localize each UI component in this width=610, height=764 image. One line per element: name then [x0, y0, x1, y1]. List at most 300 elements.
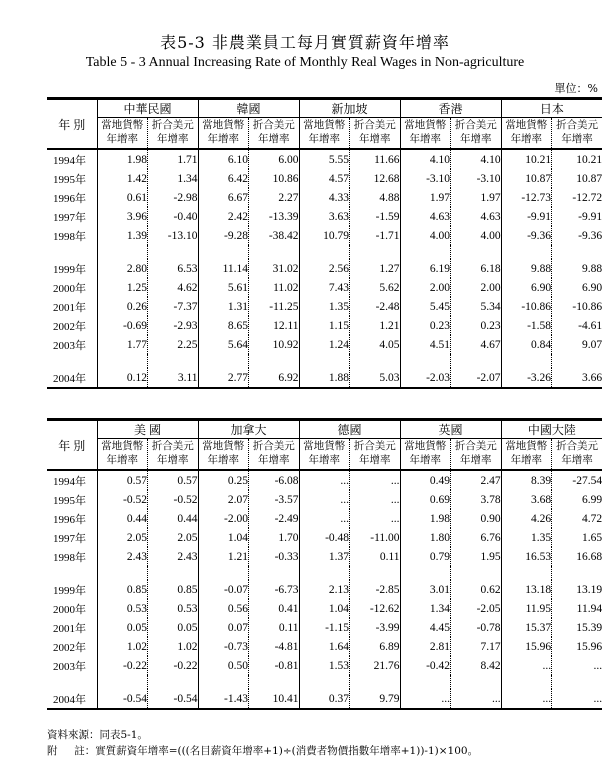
country-header: 香港 — [400, 99, 501, 118]
value-cell: 1.27 — [350, 259, 401, 278]
table-row — [47, 580, 602, 599]
value-cell: 1.77 — [97, 335, 148, 354]
table-row — [47, 470, 602, 490]
value-cell: 10.92 — [249, 335, 300, 354]
value-cell: 6.00 — [249, 149, 300, 169]
value-cell: 7.43 — [299, 278, 350, 297]
value-cell: 6.42 — [198, 169, 249, 188]
value-cell: -2.98 — [148, 188, 199, 207]
value-cell: 5.55 — [299, 149, 350, 169]
value-cell: 8.65 — [198, 316, 249, 335]
value-cell: -13.39 — [249, 207, 300, 226]
value-cell: 0.05 — [97, 618, 148, 637]
value-cell: 4.10 — [451, 149, 502, 169]
year-header: 年 別 — [47, 420, 97, 471]
country-header: 中華民國 — [97, 99, 198, 118]
value-cell: -0.52 — [148, 490, 199, 509]
country-header: 英國 — [400, 420, 501, 439]
value-cell: 15.96 — [501, 637, 552, 656]
year-cell: 1997年 — [53, 532, 86, 545]
value-cell: 6.18 — [451, 259, 502, 278]
year-cell: 1995年 — [53, 173, 86, 186]
value-cell: 1.04 — [198, 528, 249, 547]
value-cell: -4.61 — [552, 316, 603, 335]
wage-table-upper — [47, 97, 602, 389]
year-cell: 2004年 — [47, 689, 97, 709]
value-cell: 4.72 — [552, 509, 603, 528]
table-row — [47, 689, 602, 709]
value-cell: ... — [552, 656, 603, 675]
year-cell: 2002年 — [53, 641, 86, 654]
value-cell: 3.78 — [451, 490, 502, 509]
value-cell: 4.10 — [400, 149, 451, 169]
value-cell: -6.73 — [249, 580, 300, 599]
value-cell: 11.66 — [350, 149, 401, 169]
value-cell: 4.51 — [400, 335, 451, 354]
table-row — [47, 149, 602, 169]
local-currency-rate-header: 當地貨幣 年增率 — [400, 439, 451, 471]
year-cell: 2000年 — [53, 282, 86, 295]
usd-rate-header: 折合美元 年增率 — [148, 439, 199, 471]
value-cell: 2.80 — [97, 259, 148, 278]
local-currency-rate-header: 當地貨幣 年增率 — [97, 118, 148, 150]
value-cell: 5.34 — [451, 297, 502, 316]
unit-label: 單位：% — [554, 82, 598, 95]
usd-rate-header: 折合美元 年增率 — [148, 118, 199, 150]
value-cell: -9.91 — [501, 207, 552, 226]
value-cell: ... — [400, 689, 451, 709]
local-currency-rate-header: 當地貨幣 年增率 — [400, 118, 451, 150]
value-cell: 6.89 — [350, 637, 401, 656]
value-cell: -0.69 — [97, 316, 148, 335]
usd-rate-header: 折合美元 年增率 — [350, 439, 401, 471]
value-cell: -0.07 — [198, 580, 249, 599]
value-cell: -11.00 — [350, 528, 401, 547]
value-cell: 10.87 — [501, 169, 552, 188]
value-cell: -2.07 — [451, 368, 502, 388]
value-cell: -10.86 — [501, 297, 552, 316]
value-cell: -0.42 — [400, 656, 451, 675]
value-cell: 1.97 — [451, 188, 502, 207]
country-header: 新加坡 — [299, 99, 400, 118]
year-cell: 1995年 — [53, 494, 86, 507]
value-cell: -2.93 — [148, 316, 199, 335]
value-cell: 2.07 — [198, 490, 249, 509]
value-cell: 9.88 — [501, 259, 552, 278]
value-cell: 1.98 — [400, 509, 451, 528]
value-cell: 4.26 — [501, 509, 552, 528]
value-cell: 1.21 — [350, 316, 401, 335]
value-cell: 0.79 — [400, 547, 451, 566]
value-cell: -12.62 — [350, 599, 401, 618]
table-row — [47, 278, 602, 297]
value-cell: -0.81 — [249, 656, 300, 675]
value-cell: 3.96 — [97, 207, 148, 226]
value-cell: 2.43 — [97, 547, 148, 566]
value-cell: 1.35 — [501, 528, 552, 547]
table-row — [47, 618, 602, 637]
value-cell: 4.57 — [299, 169, 350, 188]
value-cell: 0.62 — [451, 580, 502, 599]
value-cell: -1.58 — [501, 316, 552, 335]
table-row — [47, 599, 602, 618]
value-cell: 6.99 — [552, 490, 603, 509]
table-row — [47, 509, 602, 528]
value-cell: 16.53 — [501, 547, 552, 566]
value-cell: ... — [501, 656, 552, 675]
value-cell: 1.04 — [299, 599, 350, 618]
value-cell: 0.25 — [198, 470, 249, 490]
value-cell: -2.85 — [350, 580, 401, 599]
value-cell: 2.47 — [451, 470, 502, 490]
value-cell: -13.10 — [148, 226, 199, 245]
value-cell: 8.42 — [451, 656, 502, 675]
value-cell: 5.61 — [198, 278, 249, 297]
value-cell: 0.07 — [198, 618, 249, 637]
value-cell: 9.07 — [552, 335, 603, 354]
year-cell: 2003年 — [53, 339, 86, 352]
value-cell: 3.01 — [400, 580, 451, 599]
value-cell: -12.72 — [552, 188, 603, 207]
value-cell: ... — [350, 470, 401, 490]
value-cell: -3.57 — [249, 490, 300, 509]
country-header: 日本 — [501, 99, 602, 118]
value-cell: 1.24 — [299, 335, 350, 354]
value-cell: -0.22 — [148, 656, 199, 675]
table-row — [47, 226, 602, 245]
value-cell: -6.08 — [249, 470, 300, 490]
value-cell: 1.31 — [198, 297, 249, 316]
usd-rate-header: 折合美元 年增率 — [552, 439, 603, 471]
value-cell: 0.44 — [97, 509, 148, 528]
value-cell: 6.10 — [198, 149, 249, 169]
value-cell: 0.85 — [97, 580, 148, 599]
table-row — [47, 637, 602, 656]
value-cell: 4.33 — [299, 188, 350, 207]
year-header: 年 別 — [47, 99, 97, 150]
value-cell: -7.37 — [148, 297, 199, 316]
value-cell: -9.36 — [552, 226, 603, 245]
value-cell: 1.02 — [148, 637, 199, 656]
country-header: 加拿大 — [198, 420, 299, 439]
value-cell: 31.02 — [249, 259, 300, 278]
value-cell: 1.97 — [400, 188, 451, 207]
value-cell: 1.98 — [97, 149, 148, 169]
value-cell: 6.67 — [198, 188, 249, 207]
value-cell: ... — [350, 490, 401, 509]
year-cell: 1998年 — [53, 551, 86, 564]
value-cell: 11.94 — [552, 599, 603, 618]
local-currency-rate-header: 當地貨幣 年增率 — [97, 439, 148, 471]
value-cell: 0.53 — [148, 599, 199, 618]
value-cell: 0.23 — [451, 316, 502, 335]
value-cell: 1.53 — [299, 656, 350, 675]
value-cell: ... — [501, 689, 552, 709]
table-row — [47, 528, 602, 547]
table-row — [47, 656, 602, 675]
value-cell: 0.11 — [350, 547, 401, 566]
value-cell: 4.67 — [451, 335, 502, 354]
year-cell: 1994年 — [53, 475, 86, 488]
value-cell: -2.03 — [400, 368, 451, 388]
value-cell: 10.87 — [552, 169, 603, 188]
value-cell: 0.44 — [148, 509, 199, 528]
usd-rate-header: 折合美元 年增率 — [552, 118, 603, 150]
value-cell: 0.90 — [451, 509, 502, 528]
value-cell: 0.41 — [249, 599, 300, 618]
value-cell: ... — [350, 509, 401, 528]
value-cell: 2.42 — [198, 207, 249, 226]
country-header: 中國大陸 — [501, 420, 602, 439]
table-row — [47, 316, 602, 335]
value-cell: 2.43 — [148, 547, 199, 566]
value-cell: 15.37 — [501, 618, 552, 637]
value-cell: -0.40 — [148, 207, 199, 226]
table-row — [47, 368, 602, 388]
value-cell: 10.41 — [249, 689, 300, 709]
value-cell: 9.88 — [552, 259, 603, 278]
value-cell: 5.45 — [400, 297, 451, 316]
table-row — [47, 188, 602, 207]
value-cell: 0.50 — [198, 656, 249, 675]
value-cell: 0.05 — [148, 618, 199, 637]
value-cell: -11.25 — [249, 297, 300, 316]
value-cell: 6.90 — [552, 278, 603, 297]
value-cell: -3.26 — [501, 368, 552, 388]
value-cell: 4.63 — [400, 207, 451, 226]
table-row — [47, 547, 602, 566]
value-cell: 2.25 — [148, 335, 199, 354]
value-cell: 2.00 — [451, 278, 502, 297]
value-cell: 13.19 — [552, 580, 603, 599]
value-cell: 7.17 — [451, 637, 502, 656]
value-cell: -0.33 — [249, 547, 300, 566]
value-cell: 0.49 — [400, 470, 451, 490]
value-cell: 1.21 — [198, 547, 249, 566]
value-cell: -2.00 — [198, 509, 249, 528]
year-cell: 1998年 — [53, 230, 86, 243]
value-cell: 1.95 — [451, 547, 502, 566]
year-cell: 1994年 — [53, 154, 86, 167]
value-cell: 1.25 — [97, 278, 148, 297]
value-cell: 11.14 — [198, 259, 249, 278]
value-cell: 2.13 — [299, 580, 350, 599]
value-cell: 1.64 — [299, 637, 350, 656]
local-currency-rate-header: 當地貨幣 年增率 — [198, 439, 249, 471]
value-cell: 4.88 — [350, 188, 401, 207]
country-header: 韓國 — [198, 99, 299, 118]
value-cell: -1.59 — [350, 207, 401, 226]
country-header: 美 國 — [97, 420, 198, 439]
value-cell: 1.34 — [148, 169, 199, 188]
value-cell: 11.02 — [249, 278, 300, 297]
year-cell: 2001年 — [53, 301, 86, 314]
value-cell: -9.36 — [501, 226, 552, 245]
value-cell: 5.62 — [350, 278, 401, 297]
value-cell: 0.26 — [97, 297, 148, 316]
value-cell: -1.43 — [198, 689, 249, 709]
value-cell: 3.68 — [501, 490, 552, 509]
value-cell: 8.39 — [501, 470, 552, 490]
value-cell: 1.34 — [400, 599, 451, 618]
value-cell: 3.66 — [552, 368, 603, 388]
value-cell: 1.65 — [552, 528, 603, 547]
value-cell: 1.37 — [299, 547, 350, 566]
value-cell: 2.77 — [198, 368, 249, 388]
value-cell: 1.35 — [299, 297, 350, 316]
value-cell: 15.39 — [552, 618, 603, 637]
usd-rate-header: 折合美元 年增率 — [451, 439, 502, 471]
year-cell: 2003年 — [53, 660, 86, 673]
value-cell: 1.80 — [400, 528, 451, 547]
value-cell: 10.79 — [299, 226, 350, 245]
local-currency-rate-header: 當地貨幣 年增率 — [198, 118, 249, 150]
value-cell: -10.86 — [552, 297, 603, 316]
value-cell: 4.45 — [400, 618, 451, 637]
year-cell: 2004年 — [47, 368, 97, 388]
value-cell: -4.81 — [249, 637, 300, 656]
table-row — [47, 490, 602, 509]
value-cell: 3.63 — [299, 207, 350, 226]
value-cell: 6.76 — [451, 528, 502, 547]
local-currency-rate-header: 當地貨幣 年增率 — [299, 118, 350, 150]
table-row — [47, 335, 602, 354]
value-cell: 3.11 — [148, 368, 199, 388]
value-cell: 10.21 — [501, 149, 552, 169]
year-cell: 2002年 — [53, 320, 86, 333]
value-cell: 4.05 — [350, 335, 401, 354]
value-cell: 2.81 — [400, 637, 451, 656]
table-row — [47, 297, 602, 316]
value-cell: 2.27 — [249, 188, 300, 207]
local-currency-rate-header: 當地貨幣 年增率 — [501, 118, 552, 150]
year-cell: 1996年 — [53, 513, 86, 526]
table-row — [47, 169, 602, 188]
value-cell: 1.02 — [97, 637, 148, 656]
value-cell: 6.19 — [400, 259, 451, 278]
value-cell: 2.00 — [400, 278, 451, 297]
value-cell: 0.56 — [198, 599, 249, 618]
value-cell: 5.64 — [198, 335, 249, 354]
value-cell: 0.11 — [249, 618, 300, 637]
usd-rate-header: 折合美元 年增率 — [451, 118, 502, 150]
value-cell: -12.73 — [501, 188, 552, 207]
table-title-english: Table 5 - 3 Annual Increasing Rate of Monthly Real Wages in Non-agriculture — [85, 55, 525, 70]
value-cell: 13.18 — [501, 580, 552, 599]
value-cell: 6.92 — [249, 368, 300, 388]
year-cell: 1999年 — [53, 263, 86, 276]
value-cell: -3.10 — [451, 169, 502, 188]
value-cell: 0.12 — [97, 368, 148, 388]
value-cell: ... — [299, 490, 350, 509]
value-cell: 0.61 — [97, 188, 148, 207]
value-cell: -0.48 — [299, 528, 350, 547]
value-cell: 9.79 — [350, 689, 401, 709]
value-cell: -2.48 — [350, 297, 401, 316]
year-cell: 1996年 — [53, 192, 86, 205]
country-header: 德國 — [299, 420, 400, 439]
value-cell: -3.10 — [400, 169, 451, 188]
value-cell: -2.05 — [451, 599, 502, 618]
value-cell: 4.00 — [400, 226, 451, 245]
value-cell: 21.76 — [350, 656, 401, 675]
value-cell: 1.15 — [299, 316, 350, 335]
value-cell: 5.03 — [350, 368, 401, 388]
value-cell: 1.42 — [97, 169, 148, 188]
value-cell: -1.71 — [350, 226, 401, 245]
value-cell: 6.90 — [501, 278, 552, 297]
value-cell: 0.53 — [97, 599, 148, 618]
value-cell: 1.39 — [97, 226, 148, 245]
value-cell: -9.91 — [552, 207, 603, 226]
value-cell: -38.42 — [249, 226, 300, 245]
value-cell: -0.78 — [451, 618, 502, 637]
value-cell: -2.49 — [249, 509, 300, 528]
source-note: 資料來源：同表5-1。 — [47, 729, 148, 741]
value-cell: 12.11 — [249, 316, 300, 335]
value-cell: -0.73 — [198, 637, 249, 656]
value-cell: -0.54 — [148, 689, 199, 709]
usd-rate-header: 折合美元 年增率 — [350, 118, 401, 150]
wage-table-lower — [47, 418, 602, 710]
local-currency-rate-header: 當地貨幣 年增率 — [299, 439, 350, 471]
value-cell: 0.69 — [400, 490, 451, 509]
value-cell: -0.54 — [97, 689, 148, 709]
value-cell: 0.37 — [299, 689, 350, 709]
year-cell: 2000年 — [53, 603, 86, 616]
local-currency-rate-header: 當地貨幣 年增率 — [501, 439, 552, 471]
value-cell: 2.05 — [148, 528, 199, 547]
value-cell: 1.71 — [148, 149, 199, 169]
value-cell: 4.63 — [451, 207, 502, 226]
value-cell: 4.62 — [148, 278, 199, 297]
value-cell: -1.15 — [299, 618, 350, 637]
value-cell: -0.22 — [97, 656, 148, 675]
value-cell: 0.57 — [97, 470, 148, 490]
value-cell: ... — [552, 689, 603, 709]
table-row — [47, 259, 602, 278]
value-cell: 0.23 — [400, 316, 451, 335]
value-cell: -3.99 — [350, 618, 401, 637]
value-cell: ... — [299, 470, 350, 490]
value-cell: 2.56 — [299, 259, 350, 278]
value-cell: 11.95 — [501, 599, 552, 618]
table-row — [47, 207, 602, 226]
value-cell: 0.85 — [148, 580, 199, 599]
usd-rate-header: 折合美元 年增率 — [249, 118, 300, 150]
value-cell: ... — [451, 689, 502, 709]
value-cell: 0.84 — [501, 335, 552, 354]
value-cell: 6.53 — [148, 259, 199, 278]
value-cell: 1.70 — [249, 528, 300, 547]
year-cell: 1999年 — [53, 584, 86, 597]
table-title-chinese: 表5-3 非農業員工每月實質薪資年增率 — [160, 33, 450, 52]
value-cell: -9.28 — [198, 226, 249, 245]
usd-rate-header: 折合美元 年增率 — [249, 439, 300, 471]
year-cell: 1997年 — [53, 211, 86, 224]
value-cell: 2.05 — [97, 528, 148, 547]
year-cell: 2001年 — [53, 622, 86, 635]
value-cell: 10.86 — [249, 169, 300, 188]
value-cell: 12.68 — [350, 169, 401, 188]
value-cell: -27.54 — [552, 470, 603, 490]
value-cell: 1.88 — [299, 368, 350, 388]
value-cell: 0.57 — [148, 470, 199, 490]
value-cell: -0.52 — [97, 490, 148, 509]
footnote: 附 註：實質薪資年增率=(((名目薪資年增率+1)÷(消費者物價指數年增率+1))-1)×100。 — [47, 745, 479, 757]
value-cell: ... — [299, 509, 350, 528]
value-cell: 16.68 — [552, 547, 603, 566]
